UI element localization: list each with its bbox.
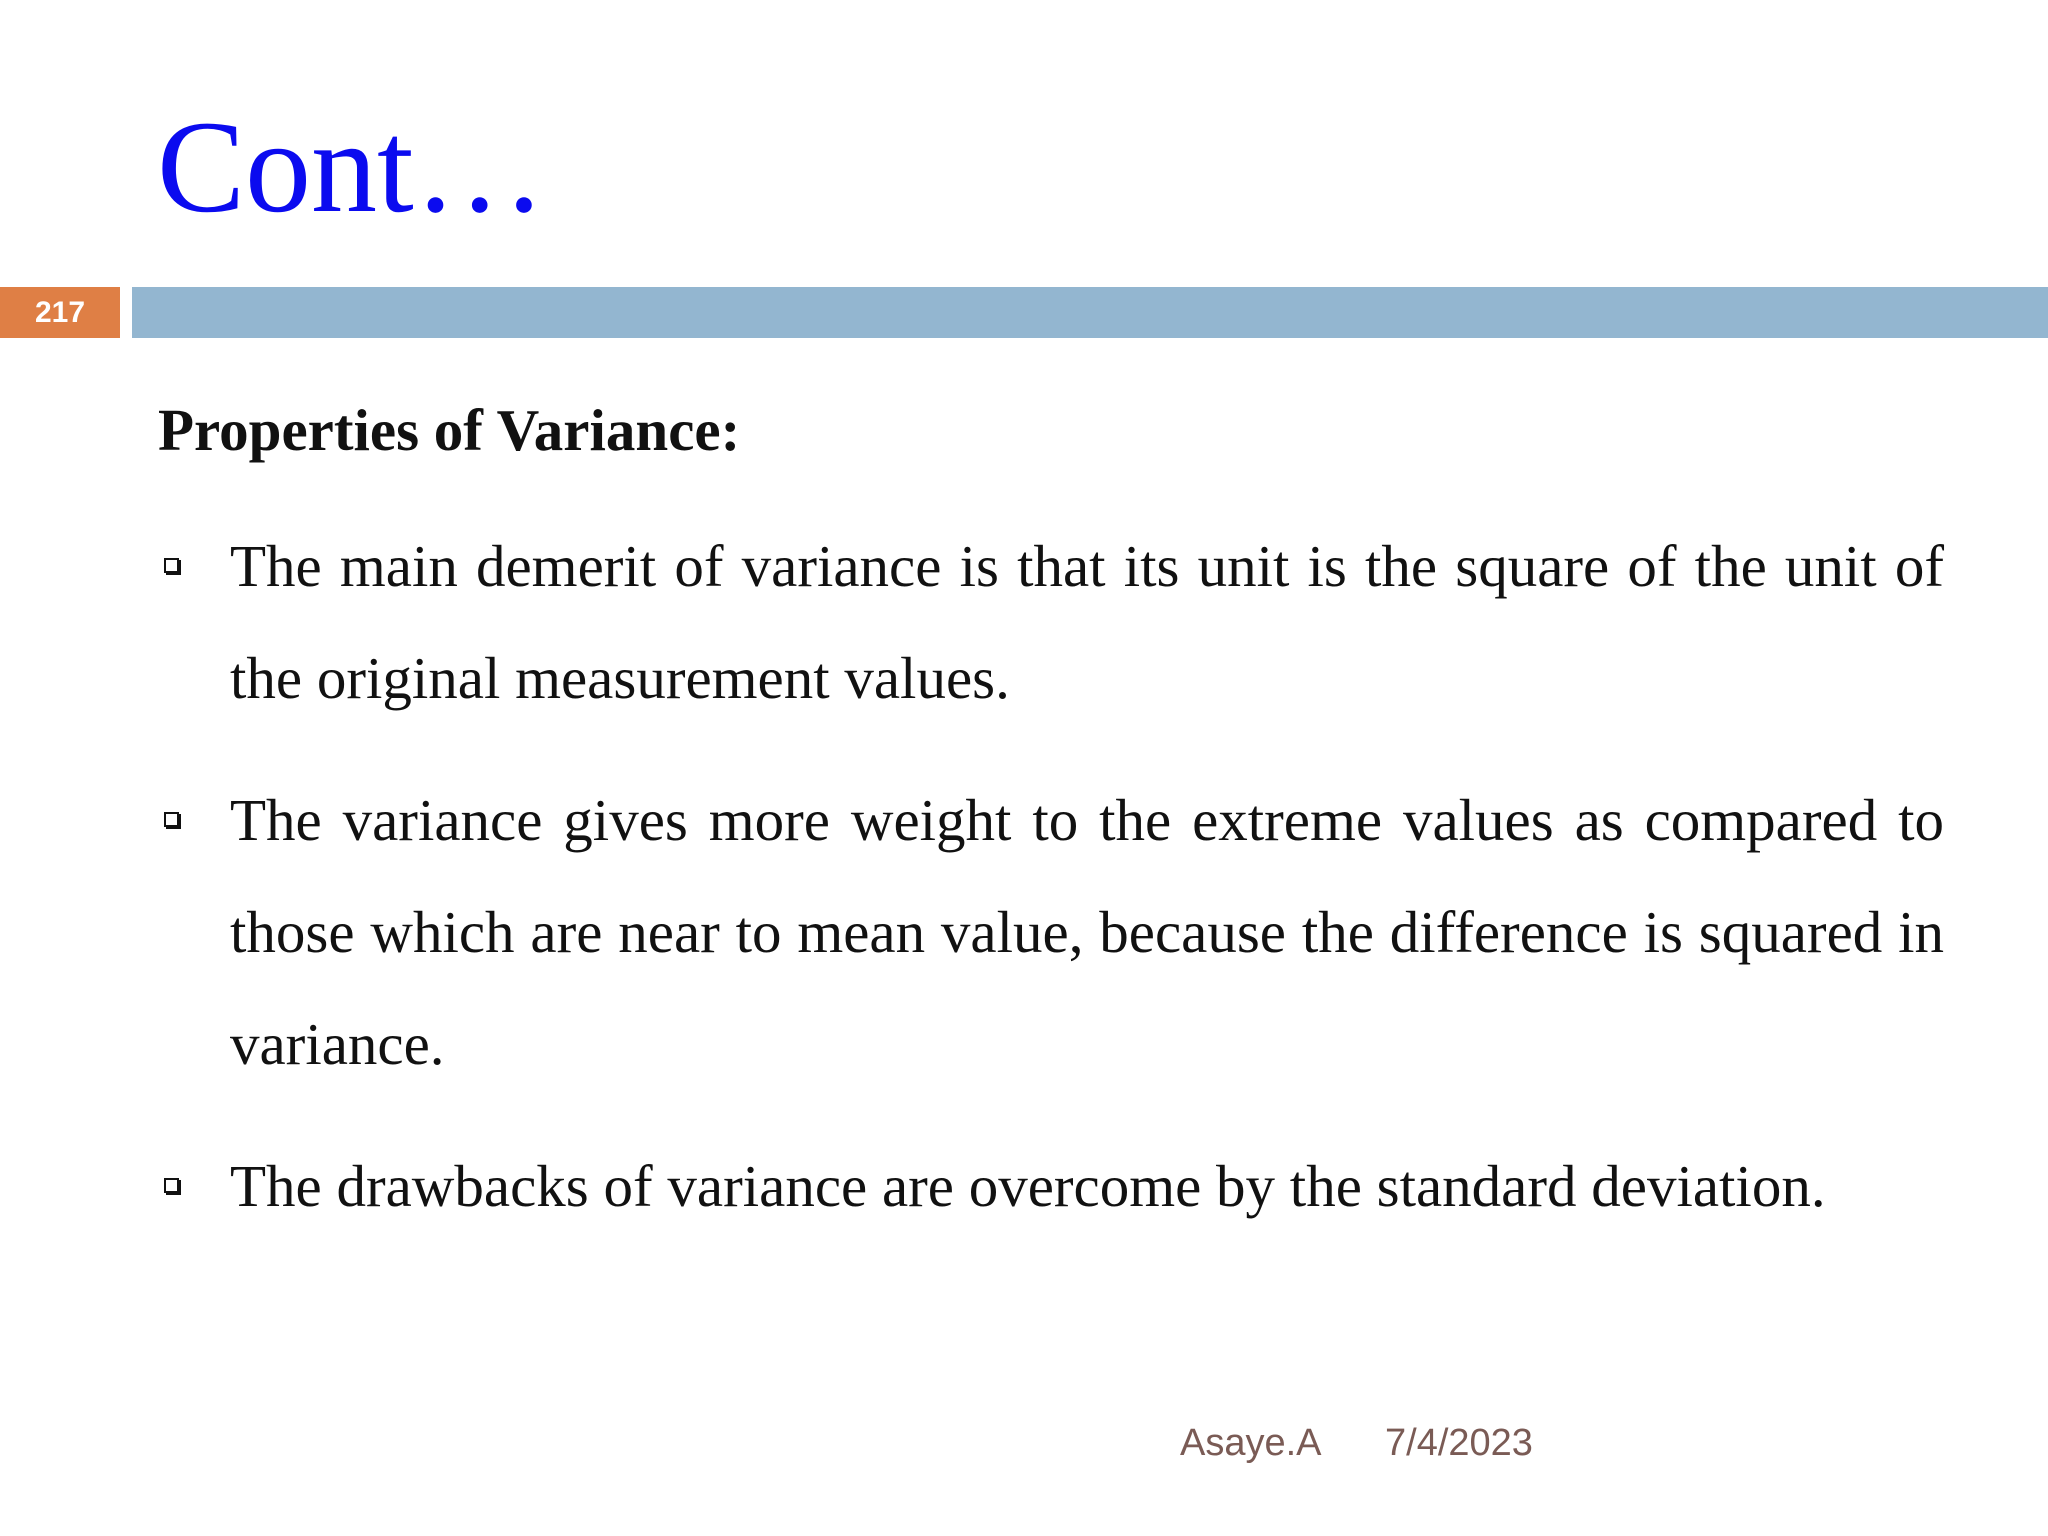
bullet-item bbox=[158, 1130, 1944, 1242]
bullet-item bbox=[158, 510, 1944, 734]
square-bullet-icon bbox=[164, 1178, 179, 1193]
square-bullet-icon bbox=[164, 812, 179, 827]
section-heading: Properties of Variance: bbox=[158, 397, 741, 463]
square-bullet-icon bbox=[164, 558, 179, 573]
footer-author: Asaye.A bbox=[1180, 1422, 1322, 1464]
bullet-list bbox=[158, 510, 1944, 1242]
header-divider-bar bbox=[132, 287, 2048, 338]
bullet-item bbox=[158, 764, 1944, 1100]
footer-date: 7/4/2023 bbox=[1385, 1422, 1533, 1464]
bullet-text: The drawbacks of variance are overcome by the standard deviation. bbox=[230, 1153, 1826, 1219]
bullet-text: The main demerit of variance is that its unit is the square of the unit of the original measurement values. bbox=[230, 533, 1944, 711]
slide-title: Cont… bbox=[157, 93, 546, 240]
slide-content bbox=[158, 390, 1944, 1272]
bullet-text: The variance gives more weight to the extreme values as compared to those which are near to mean value, because the difference is squared in variance. bbox=[230, 787, 1944, 1077]
slide-number-badge: 217 bbox=[0, 287, 120, 338]
